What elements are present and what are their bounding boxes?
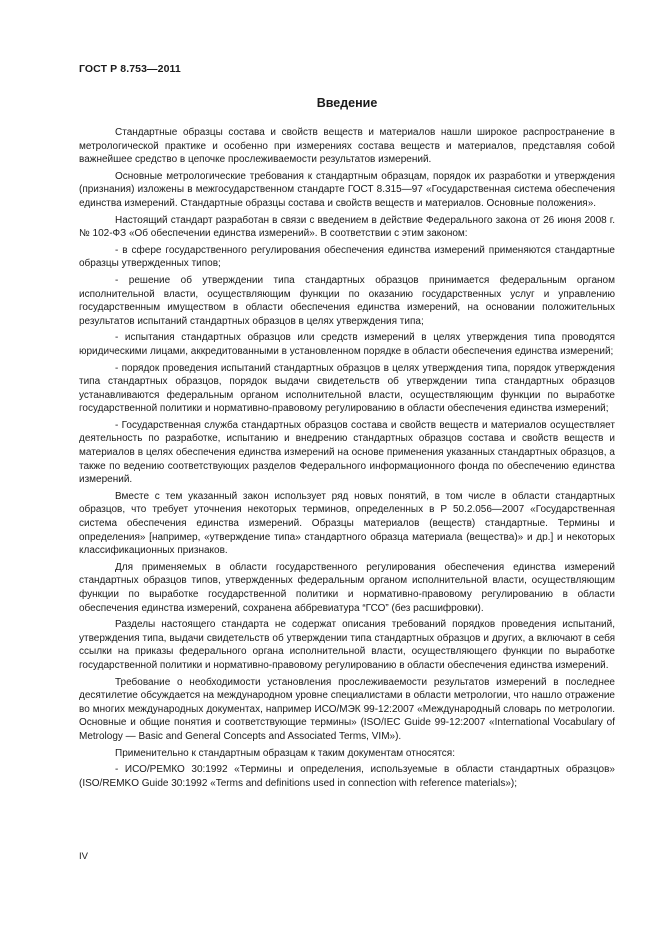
- list-item: - решение об утверждении типа стандартных образцов принимается федеральным органом исполнительной власти, осуществляющим функции по оказанию государственных услуг и управлению государственным имуществом в области обеспечения единства измерений, на основании положительных результатов испытаний стандартных образцов в целях утверждения типа;: [79, 274, 615, 327]
- paragraph: Стандартные образцы состава и свойств веществ и материалов нашли широкое распространение в метрологической практике и особенно при измерениях состава веществ и материалов, представляя собой важнейшее средство в цепочке прослеживаемости результатов измерений.: [79, 127, 615, 166]
- paragraph: Требование о необходимости установления прослеживаемости результатов измерений в последнее десятилетие обсуждается на международном уровне специалистами в области метрологии, что нашло отражение во многих международных документах, например ИСО/МЭК 99-12:2007 «Международный словарь по метрологии. Основные и общие понятия и соответствующие термины» (ISO/IEC Guide 99-12:2007 «International Vocabulary of Metrology — Basic and General Concepts and Associated Terms, VIM»).: [79, 676, 615, 742]
- paragraph: Применительно к стандартным образцам к таким документам относятся:: [115, 747, 455, 759]
- document-code: ГОСТ Р 8.753—2011: [79, 63, 181, 75]
- section-title: Введение: [316, 96, 378, 110]
- list-item: - в сфере государственного регулирования обеспечения единства измерений применяются стандартные образцы утвержденных типов;: [79, 244, 615, 270]
- paragraph: Разделы настоящего стандарта не содержат описания требований порядков проведения испытаний, утверждения типа, выдачи свидетельств об утверждении типа стандартных образцов и других, а включают в себя ссылки на приказы федерального органа исполнительной власти, осуществляющего функции по выработке государственной политики и нормативно-правовому регулированию в области обеспечения единства измерений.: [79, 619, 615, 671]
- paragraph: Настоящий стандарт разработан в связи с введением в действие Федерального закона от 26 июня 2008 г. № 102-ФЗ «Об обеспечении единства измерений». В соответствии с этим законом:: [79, 214, 615, 240]
- paragraph: Основные метрологические требования к стандартным образцам, порядок их разработки и утверждения (признания) изложены в межгосударственном стандарте ГОСТ 8.315—97 «Государственная система обеспечения единства измерений. Стандартные образцы состава и свойств веществ и материалов. Основные положения».: [79, 170, 615, 209]
- list-item: - порядок проведения испытаний стандартных образцов в целях утверждения типа, порядок утверждения типа стандартных образцов, порядок выдачи свидетельств об утверждении типа стандартных образцов устанавливаются федеральным органом исполнительной власти, осуществляющим функции по выработке государственной политики и нормативно-правовому регулированию в области обеспечения единства измерений;: [79, 362, 615, 415]
- page-number: IV: [79, 851, 88, 862]
- paragraph: Для применяемых в области государственного регулирования обеспечения единства измерений стандартных образцов типов, утвержденных федеральным органом исполнительной власти, осуществляющим функции по выработке государственной политики и нормативно-правовому регулированию в области обеспечения единства измерений, сохранена аббревиатура “ГСО” (без расшифровки).: [79, 561, 615, 614]
- paragraph: Вместе с тем указанный закон использует ряд новых понятий, в том числе в области стандартных образцов, что требует уточнения некоторых терминов, определенных в Р 50.2.056—2007 «Государственная система обеспечения единства измерений. Образцы материалов (веществ) стандартные. Термины и определения» [например, «утверждение типа» стандартного образца материала (вещества)» и др.] и некоторых классификационных признаков.: [79, 490, 615, 557]
- list-item: - испытания стандартных образцов или средств измерений в целях утверждения типа проводятся юридическими лицами, аккредитованными в установленном порядке в области обеспечения единства измерений;: [79, 332, 615, 357]
- list-item: - ИСО/РЕМКО 30:1992 «Термины и определения, используемые в области стандартных образцов» (ISO/REMKO Guide 30:1992 «Terms and definitions used in connection with reference materials»);: [79, 764, 615, 789]
- list-item: - Государственная служба стандартных образцов состава и свойств веществ и материалов осуществляет деятельность по разработке, испытанию и внедрению стандартных образцов состава и свойств веществ и материалов в целях обеспечения единства измерений на основе применения указанных стандартных образцов, а также по ведению соответствующих разделов Федерального информационного фонда по обеспечению единства измерений.: [79, 419, 615, 486]
- document-body: [79, 126, 615, 793]
